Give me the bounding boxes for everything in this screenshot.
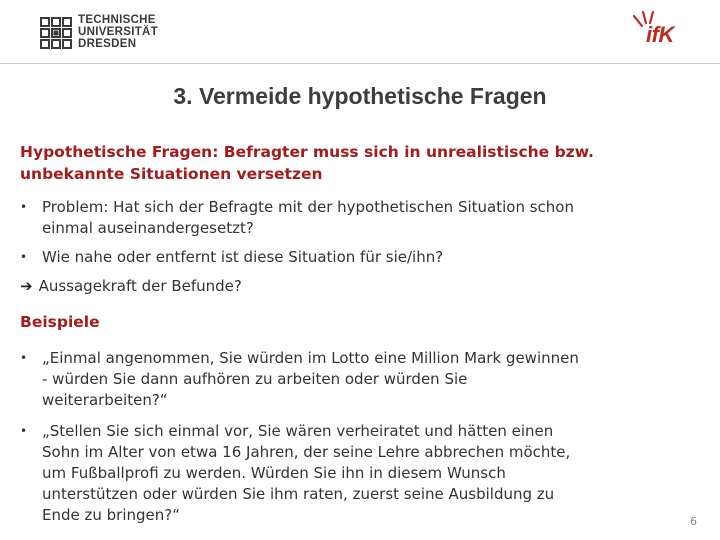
example-text: [42, 348, 700, 411]
tu-dresden-emblem-icon: [38, 15, 74, 51]
example-item: [20, 421, 700, 526]
tu-dresden-logo: [38, 14, 188, 52]
ifk-wordmark: ifK: [646, 22, 674, 47]
conclusion-line: [20, 276, 242, 297]
tu-logo-line: UNIVERSITÄT: [78, 26, 158, 38]
slide-title: 3. Vermeide hypothetische Fragen: [173, 83, 547, 109]
example-line: Ende zu bringen?“: [42, 506, 181, 524]
bullet-text: [42, 197, 700, 239]
bullet-text: [42, 247, 700, 268]
bullet-line: Wie nahe oder entfernt ist diese Situation für sie/ihn?: [42, 248, 444, 266]
bullet-icon: •: [20, 250, 28, 264]
page-number: 6: [690, 515, 697, 528]
tu-dresden-wordmark: [78, 14, 188, 50]
tu-logo-line: TECHNISCHE: [78, 14, 156, 26]
conclusion-text: Aussagekraft der Befunde?: [38, 277, 242, 295]
bullet-line: einmal auseinandergesetzt?: [42, 219, 254, 237]
example-line: um Fußballprofi zu werden. Würden Sie ihn in diesem Wunsch: [42, 464, 506, 482]
slide-subtitle: [20, 141, 710, 185]
bullet-line: Problem: Hat sich der Befragte mit der hypothetischen Situation schon: [42, 198, 574, 216]
header-divider: [0, 63, 720, 64]
example-line: - würden Sie dann aufhören zu arbeiten oder würden Sie: [42, 370, 468, 388]
bullet-item: [20, 197, 700, 239]
tu-logo-line: DRESDEN: [78, 38, 137, 50]
example-text: [42, 421, 700, 526]
subtitle-line: unbekannte Situationen versetzen: [20, 165, 323, 183]
bullet-icon: •: [20, 424, 28, 438]
arrow-right-icon: ➔: [20, 277, 33, 295]
example-item: [20, 348, 700, 411]
ifk-logo: [628, 10, 692, 46]
example-line: unterstützen oder würden Sie ihm raten, zuerst seine Ausbildung zu: [42, 485, 555, 503]
example-line: Sohn im Alter von etwa 16 Jahren, der seine Lehre abbrechen möchte,: [42, 443, 571, 461]
subtitle-line: Hypothetische Fragen: Befragter muss sich in unrealistische bzw.: [20, 143, 594, 161]
example-line: „Stellen Sie sich einmal vor, Sie wären verheiratet und hätten einen: [42, 422, 554, 440]
section-heading: Beispiele: [20, 313, 100, 331]
bullet-icon: •: [20, 351, 28, 365]
bullet-item: [20, 247, 700, 268]
bullet-icon: •: [20, 200, 28, 214]
example-line: weiterarbeiten?“: [42, 391, 168, 409]
example-line: „Einmal angenommen, Sie würden im Lotto eine Million Mark gewinnen: [42, 349, 579, 367]
